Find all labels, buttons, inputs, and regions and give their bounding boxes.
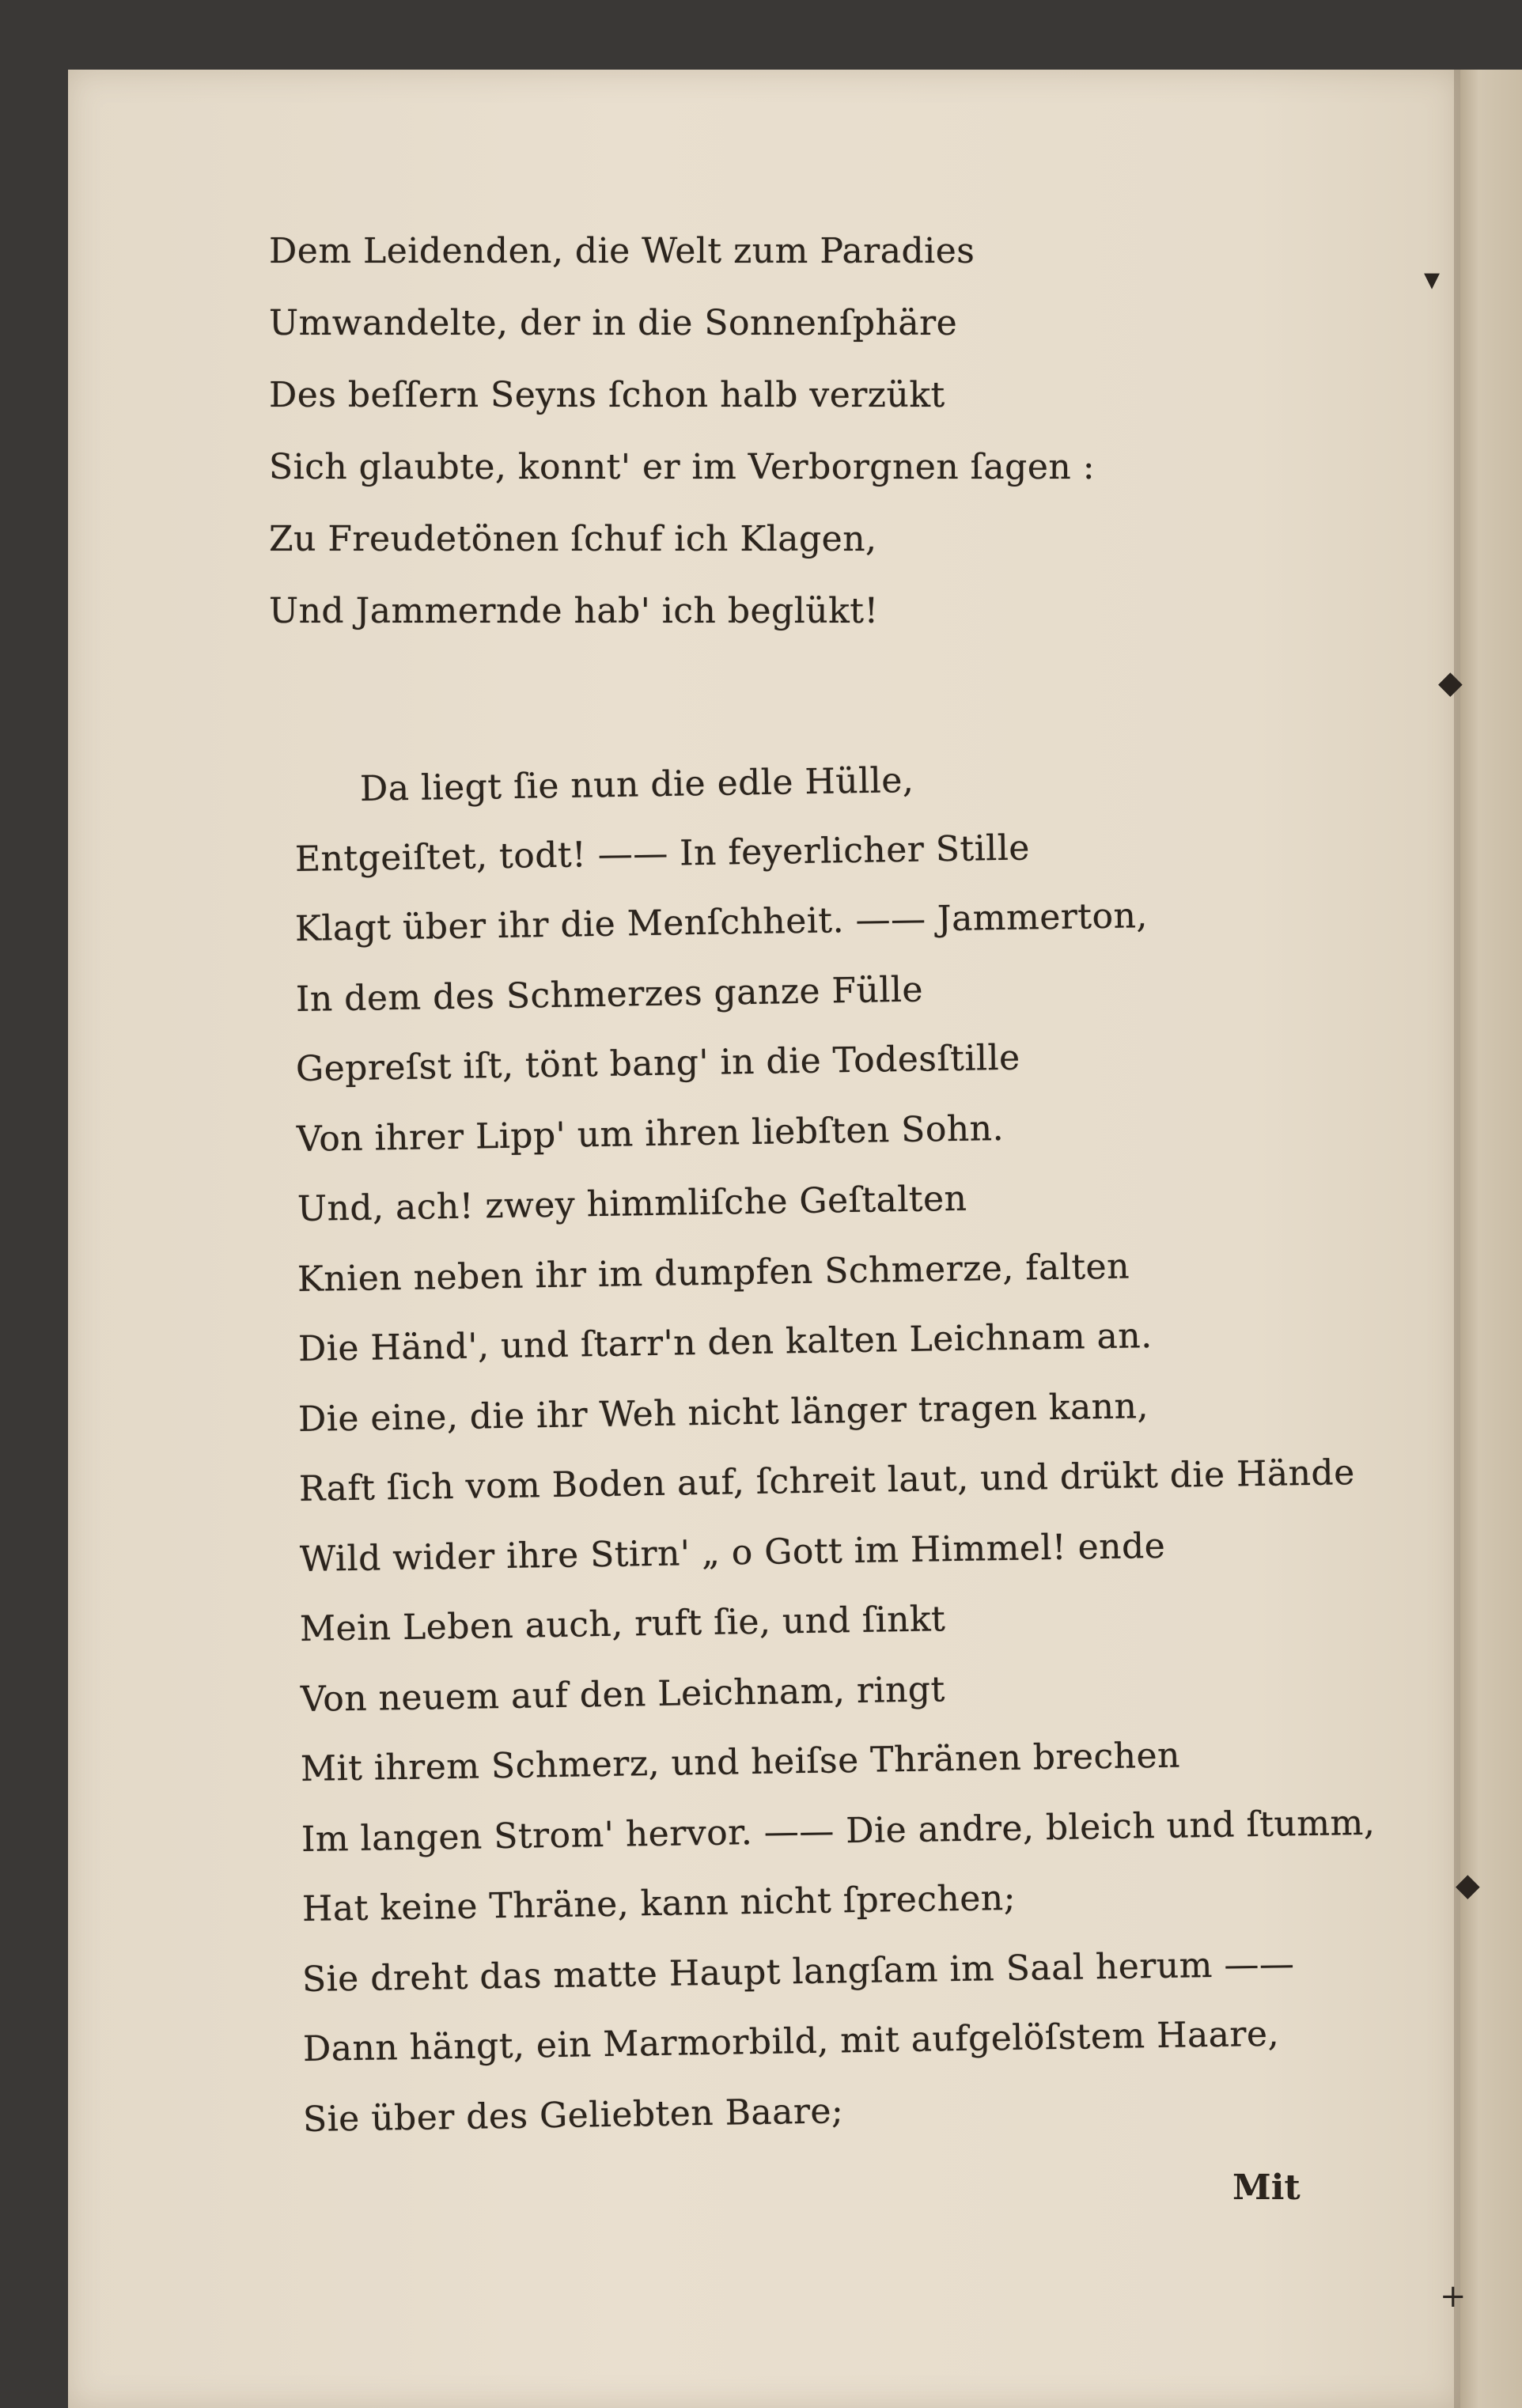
verse-line: Sie über des Geliebten Baare; [302, 2090, 845, 2140]
verse-line: Umwandelte, der in die Sonnenſphäre [269, 303, 958, 343]
verse-line: Wild wider ihre Stirn' „ o Gott im Himmel! ende [299, 1525, 1166, 1580]
verse-line: Des beſſern Seyns ſchon halb verzükt [269, 375, 945, 415]
verse-line: Dem Leidenden, die Welt zum Paradies [269, 231, 975, 271]
verse-line: Gepreſst iſt, tönt bang' in die Todesſtille [295, 1037, 1021, 1089]
verse-line: Mit ihrem Schmerz, und heiſse Thränen brechen [300, 1735, 1181, 1789]
verse-line: Zu Freudetönen ſchuf ich Klagen, [269, 519, 877, 559]
verse-line: Die Händ', und ſtarr'n den kalten Leichnam an. [297, 1316, 1153, 1369]
catchword: Mit [1232, 2168, 1301, 2208]
verse-line: Da liegt ſie nun die edle Hülle, [359, 760, 914, 809]
verse-line: Knien neben ihr im dumpfen Schmerze, falten [297, 1245, 1130, 1300]
verse-line: Von ihrer Lipp' um ihren liebſten Sohn. [296, 1107, 1005, 1160]
verse-line: Und, ach! zwey himmliſche Geſtalten [297, 1178, 967, 1229]
facing-page-edge [1460, 70, 1522, 2408]
verse-line: Und Jammernde hab' ich beglükt! [269, 591, 879, 631]
binding-mark-icon: ◆ [1456, 1867, 1480, 1903]
verse-line: Entgeiſtet, todt! —— In feyerlicher Stille [294, 827, 1030, 880]
verse-line: Sich glaubte, konnt' er im Verborgnen ſagen : [269, 447, 1096, 487]
verse-line: Die eine, die ihr Weh nicht länger tragen kann, [297, 1385, 1149, 1440]
verse-line: Im langen Strom' hervor. —— Die andre, bleich und ſtumm, [301, 1802, 1376, 1860]
verse-line: Dann hängt, ein Marmorbild, mit aufgelöſstem Haare, [302, 2013, 1280, 2069]
verse-line: Klagt über ihr die Menſchheit. —— Jammerton, [294, 895, 1149, 949]
verse-line: Hat keine Thräne, kann nicht ſprechen; [301, 1877, 1016, 1929]
verse-line: In dem des Schmerzes ganze Fülle [295, 969, 924, 1020]
verse-line: Von neuem auf den Leichnam, ringt [300, 1668, 945, 1720]
verse-line: Sie dreht das matte Haupt langſam im Saal herum —— [301, 1943, 1295, 2000]
binding-mark-icon: ◆ [1438, 664, 1463, 701]
binding-mark-icon: + [1440, 2278, 1467, 2315]
verse-line: Raft ſich vom Boden auf, ſchreit laut, und drükt die Hände [298, 1452, 1356, 1509]
verse-line: Mein Leben auch, ruft ſie, und ſinkt [299, 1599, 946, 1649]
binding-mark-icon: ▾ [1424, 261, 1441, 297]
page-fold [1454, 70, 1460, 2408]
